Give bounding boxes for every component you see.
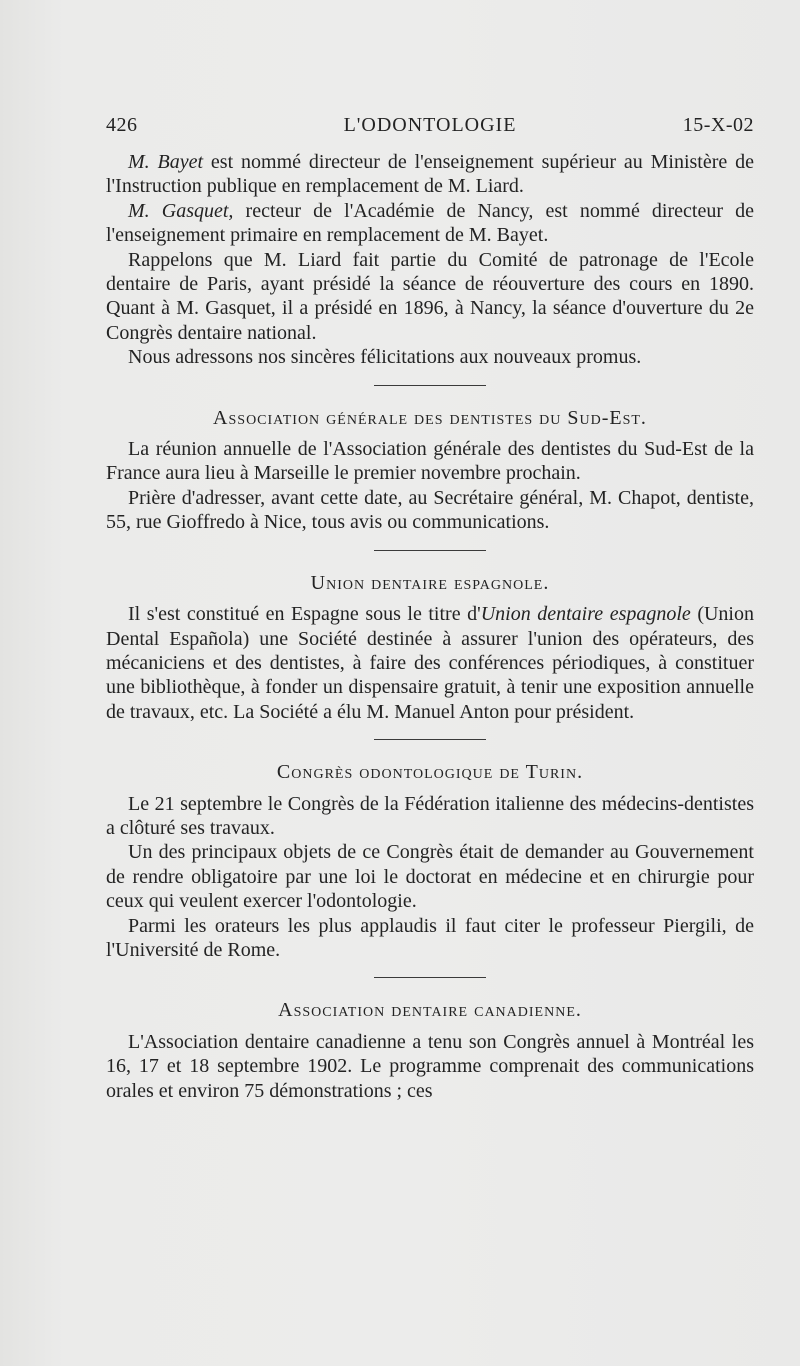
paragraph: Prière d'adresser, avant cette date, au Secrétaire général, M. Chapot, dentiste, 55, rue Gioffredo à Nice, tous avis ou communications. bbox=[106, 486, 754, 534]
section-heading: Association dentaire canadienne. bbox=[278, 999, 582, 1022]
person-name: M. Bayet bbox=[128, 151, 204, 173]
section-divider bbox=[374, 739, 486, 740]
running-header bbox=[106, 114, 754, 140]
issue-date: 15-X-02 bbox=[682, 114, 754, 136]
italic-title: Union dentaire espagnole bbox=[480, 603, 691, 626]
paragraph bbox=[106, 199, 754, 248]
section-heading: Association générale des dentistes du Sud-Est. bbox=[213, 406, 647, 429]
paragraph: Rappelons que M. Liard fait partie du Comité de patronage de l'Ecole dentaire de Paris, ayant présidé la séance de réouverture des cours en 1890. Quant à M. Gasquet, il a présidé en 1896, à Nancy, la séance d'ouverture du 2e Congrès dentaire national. bbox=[106, 248, 754, 344]
paragraph bbox=[106, 602, 754, 724]
paragraph: La réunion annuelle de l'Association générale des dentistes du Sud-Est de la France aura lieu à Marseille le premier novembre prochain. bbox=[106, 438, 754, 485]
paragraph-text: Il s'est constitué en Espagne sous le titre d' bbox=[128, 603, 481, 626]
paragraph-text: recteur de l'Académie de Nancy, est nommé directeur de l'enseignement primaire en remplacement de M. Bayet. bbox=[106, 199, 754, 247]
paragraph: Nous adressons nos sincères félicitations aux nouveaux promus. bbox=[128, 346, 642, 369]
paragraph: L'Association dentaire canadienne a tenu son Congrès annuel à Montréal les 16, 17 et 18 septembre 1902. Le programme comprenait des communications orales et environ 75 démonstrations ; ces bbox=[106, 1030, 754, 1102]
section-union-espagnole bbox=[106, 571, 754, 724]
section-association-canadienne bbox=[106, 998, 754, 1103]
person-name: M. Gasquet, bbox=[128, 199, 234, 222]
paragraph: Un des principaux objets de ce Congrès était de demander au Gouvernement de rendre obligatoire par une loi le doctorat en médecine et en chirurgie pour ceux qui veulent exercer l'odontologie. bbox=[106, 841, 754, 913]
section-association-sud-est bbox=[106, 406, 754, 535]
journal-title: L'ODONTOLOGIE bbox=[343, 114, 517, 136]
section-divider bbox=[374, 550, 486, 551]
section-appointments bbox=[106, 150, 754, 370]
body-text bbox=[106, 150, 754, 1103]
paragraph-text: (Union Dental Española) une Société destinée à assurer l'union des opérateurs, des mécaniciens et des dentistes, à faire des conférences périodiques, à constituer une bibliothèque, à fonder un dispensaire gratuit, à tenir une exposition annuelle de travaux, etc. La Société a élu M. Manuel Anton pour président. bbox=[106, 603, 754, 723]
paragraph-text: est nommé directeur de l'enseignement supérieur au Ministère de l'Instruction publique en remplacement de M. Liard. bbox=[106, 151, 754, 198]
section-congres-turin bbox=[106, 760, 754, 962]
section-heading: Congrès odontologique de Turin. bbox=[276, 761, 584, 784]
section-divider bbox=[374, 385, 486, 386]
paragraph bbox=[106, 150, 754, 199]
paragraph: Le 21 septembre le Congrès de la Fédération italienne des médecins-dentistes a clôturé ses travaux. bbox=[106, 792, 754, 839]
page-number: 426 bbox=[106, 114, 138, 136]
section-heading: Union dentaire espagnole. bbox=[310, 571, 550, 594]
paragraph: Parmi les orateurs les plus applaudis il faut citer le professeur Piergili, de l'Université de Rome. bbox=[106, 914, 754, 961]
section-divider bbox=[374, 977, 486, 978]
